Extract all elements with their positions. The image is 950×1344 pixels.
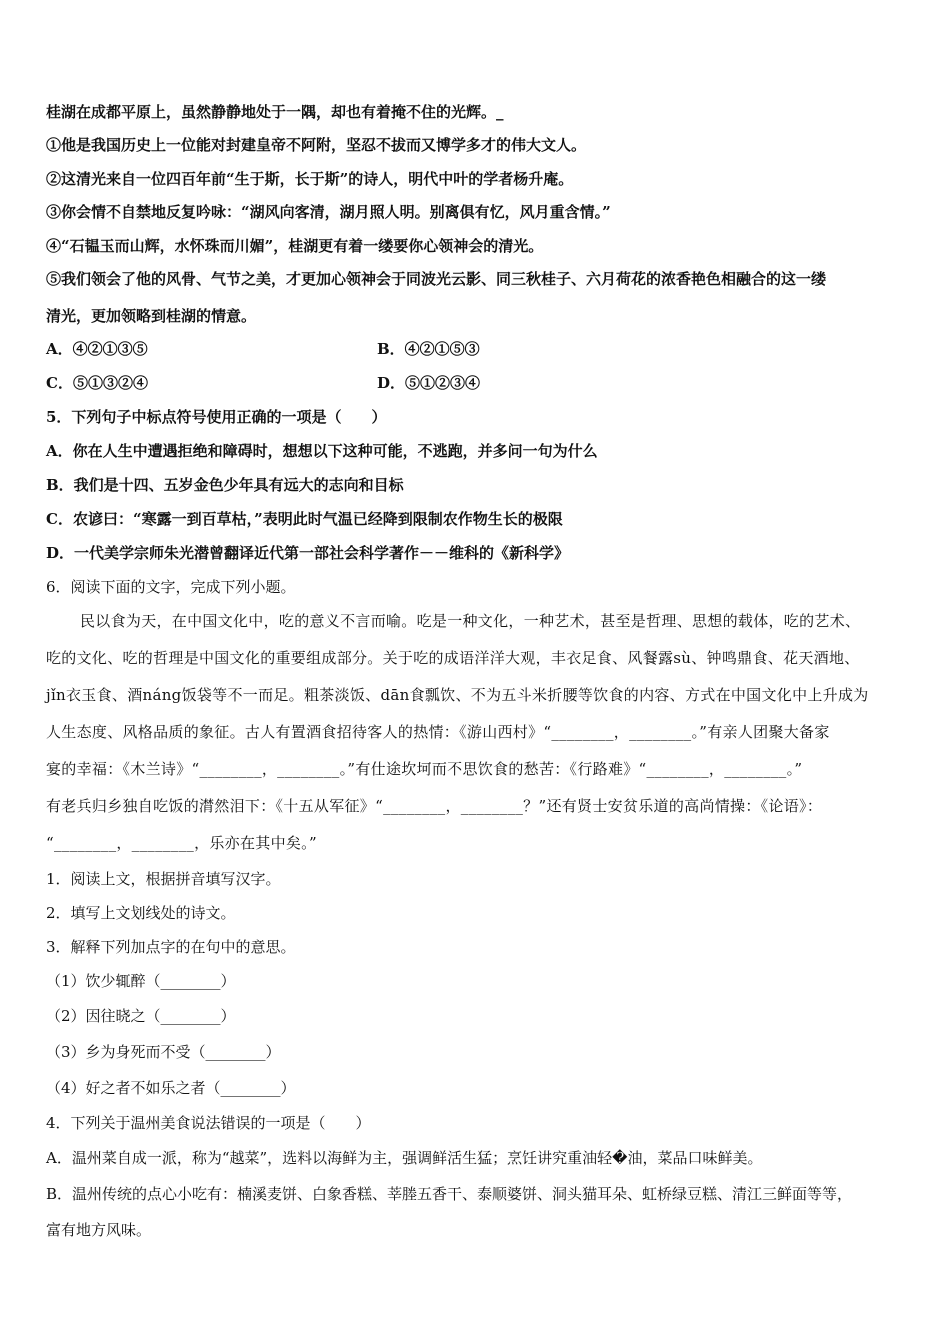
subquestion-3-item-1: （1）饮少辄醉（________） bbox=[46, 972, 236, 990]
q6-paragraph-line-2: 吃的文化、吃的哲理是中国文化的重要组成部分。关于吃的成语洋洋大观，丰衣足食、风餐露sù、钟鸣鼎食、花天酒地、 bbox=[46, 649, 860, 667]
q5-option-b: B．我们是十四、五岁金色少年具有远大的志向和目标 bbox=[46, 476, 404, 494]
passage-sentence-5a: ⑤我们领会了他的风骨、气节之美，才更加心领神会于同波光云影、同三秋桂子、六月荷花的浓香艳色相融合的这一缕 bbox=[46, 270, 827, 288]
subquestion-4: 4．下列关于温州美食说法错误的一项是（ ） bbox=[46, 1114, 371, 1132]
passage-sentence-2: ②这清光来自一位四百年前“生于斯，长于斯”的诗人，明代中叶的学者杨升庵。 bbox=[46, 170, 574, 188]
q5-option-c: C．农谚曰：“寒露一到百草枯，”表明此时气温已经降到限制农作物生长的极限 bbox=[46, 510, 563, 528]
q4-option-b: B．④②①⑤③ bbox=[377, 340, 480, 358]
q6-paragraph-line-1: 民以食为天，在中国文化中，吃的意义不言而喻。吃是一种文化，一种艺术，甚至是哲理、思想的载体，吃的艺术、 bbox=[80, 612, 861, 630]
subquestion-4-option-b-line-1: B．温州传统的点心小吃有：楠溪麦饼、白象香糕、莘塍五香干、泰顺婆饼、洞头猫耳朵、虹桥绿豆糕、清江三鲜面等等， bbox=[46, 1185, 853, 1203]
passage-sentence-1: ①他是我国历史上一位能对封建皇帝不阿附，坚忍不拔而又博学多才的伟大文人。 bbox=[46, 136, 587, 154]
q4-option-d: D．⑤①②③④ bbox=[377, 374, 481, 392]
q6-paragraph-line-5: 宴的幸福：《木兰诗》“________，________。”有仕途坎坷而不思饮食的愁苦：《行路难》“________，________。” bbox=[46, 760, 803, 778]
q6-paragraph-line-4: 人生态度、风格品质的象征。古人有置酒食招待客人的热情：《游山西村》“________，________。”有亲人团聚大备家 bbox=[46, 723, 830, 741]
q6-paragraph-line-7: “________，________，乐亦在其中矣。” bbox=[46, 834, 317, 852]
q5-option-a: A．你在人生中遭遇拒绝和障碍时，想想以下这种可能，不逃跑，并多问一句为什么 bbox=[46, 442, 598, 460]
passage-sentence-5b: 清光，更加领略到桂湖的情意。 bbox=[46, 307, 257, 325]
subquestion-4-option-a: A．温州菜自成一派，称为“越菜”，选料以海鲜为主，强调鲜活生猛；烹饪讲究重油轻�油，菜品口味鲜美。 bbox=[46, 1149, 763, 1167]
q4-option-a: A．④②①③⑤ bbox=[46, 340, 148, 358]
subquestion-4-option-b-line-2: 富有地方风味。 bbox=[46, 1221, 152, 1239]
subquestion-2: 2．填写上文划线处的诗文。 bbox=[46, 904, 236, 922]
passage-intro: 桂湖在成都平原上，虽然静静地处于一隅，却也有着掩不住的光辉。_ bbox=[46, 103, 504, 121]
q5-option-d: D．一代美学宗师朱光潜曾翻译近代第一部社会科学著作－－维科的《新科学》 bbox=[46, 544, 570, 562]
q6-paragraph-line-6: 有老兵归乡独自吃饭的潸然泪下：《十五从军征》“________，________？”还有贤士安贫乐道的高尚情操：《论语》： bbox=[46, 797, 823, 815]
passage-sentence-4: ④“石韫玉而山辉，水怀珠而川媚”，桂湖更有着一缕要你心领神会的清光。 bbox=[46, 237, 544, 255]
subquestion-3: 3．解释下列加点字的在句中的意思。 bbox=[46, 938, 296, 956]
q4-option-c: C．⑤①③②④ bbox=[46, 374, 148, 392]
subquestion-3-item-3: （3）乡为身死而不受（________） bbox=[46, 1043, 281, 1061]
q6-stem: 6．阅读下面的文字，完成下列小题。 bbox=[46, 578, 296, 596]
q6-paragraph-line-3: jǐn衣玉食、酒náng饭袋等不一而足。粗茶淡饭、dān食瓢饮、不为五斗米折腰等饮食的内容、方式在中国文化中上升成为 bbox=[46, 686, 869, 704]
q5-stem: 5．下列句子中标点符号使用正确的一项是（ ） bbox=[46, 408, 387, 426]
passage-sentence-3: ③你会情不自禁地反复吟咏：“湖风向客清，湖月照人明。别离俱有忆，风月重含情。” bbox=[46, 203, 611, 221]
subquestion-1: 1．阅读上文，根据拼音填写汉字。 bbox=[46, 870, 281, 888]
subquestion-3-item-2: （2）因往晓之（________） bbox=[46, 1007, 236, 1025]
subquestion-3-item-4: （4）好之者不如乐之者（________） bbox=[46, 1079, 296, 1097]
